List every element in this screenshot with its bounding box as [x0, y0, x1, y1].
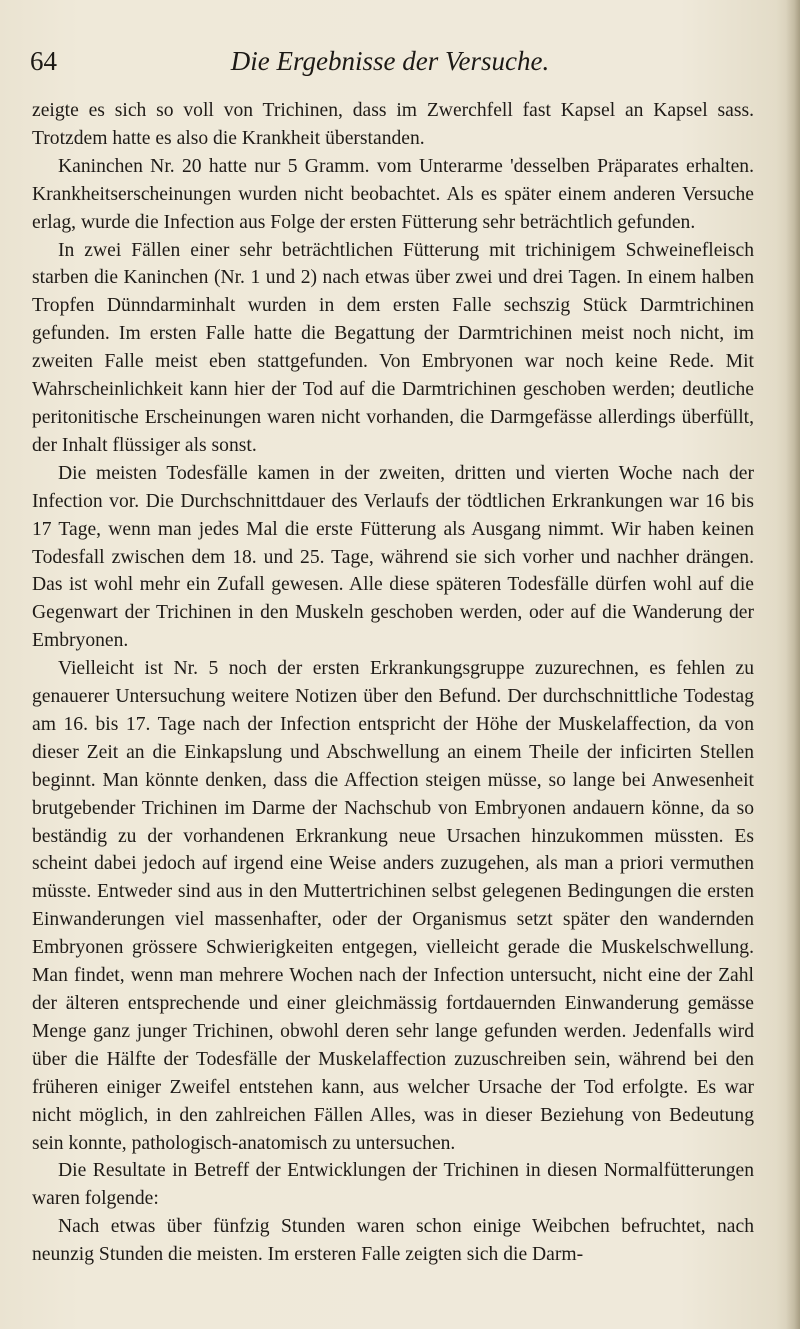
body-text — [32, 97, 754, 1269]
page-number: 64 — [30, 46, 57, 76]
page-header — [30, 44, 750, 84]
paragraph: Die meisten Todesfälle kamen in der zweiten, dritten und vierten Woche nach der Infection vor. Die Durchschnittdauer des Verlaufs der tödtlichen Erkrankungen war 16 bis 17 Tage, wenn man jedes Mal die erste Fütterung als Ausgang nimmt. Wir haben keinen Todesfall zwischen dem 18. und 25. Tage, während sie sich vorher und nachher drängen. Das ist wohl mehr ein Zufall gewesen. Alle diese späteren Todesfälle dürfen wohl auf die Gegenwart der Trichinen in den Muskeln geschoben werden, oder auf die Wanderung der Embryonen. — [32, 462, 754, 652]
page-edge-shadow — [786, 0, 800, 1329]
paragraph: zeigte es sich so voll von Trichinen, dass im Zwerchfell fast Kapsel an Kapsel sass. Trotzdem hatte es also die Krankheit überstanden. — [32, 100, 754, 149]
paragraph: Kaninchen Nr. 20 hatte nur 5 Gramm. vom Unterarme 'desselben Präparates erhalten. Krankheitserscheinungen wurden nicht beobachtet. Als es später einem anderen Versuche erlag, wurde die Infection aus Folge der ersten Fütterung sehr beträchtlich gefunden. — [32, 155, 754, 233]
paragraph: Die Resultate in Betreff der Entwicklungen der Trichinen in diesen Normalfütterungen waren folgende: — [32, 1160, 754, 1210]
paragraph: In zwei Fällen einer sehr beträchtlichen Fütterung mit trichinigem Schweinefleisch starben die Kaninchen (Nr. 1 und 2) nach etwas über zwei und drei Tagen. In einem halben Tropfen Dünndarminhalt wurden in dem ersten Falle sechszig Stück Darmtrichinen gefunden. Im ersten Falle hatte die Begattung der Darmtrichinen meist noch nicht, im zweiten Falle meist eben stattgefunden. Von Embryonen war noch keine Rede. Mit Wahrscheinlichkeit kann hier der Tod auf die Darmtrichinen geschoben werden; deutliche peritonitische Erscheinungen waren nicht vorhanden, die Darmgefässe allerdings überfüllt, der Inhalt flüssiger als sonst. — [32, 239, 754, 456]
paragraph: Nach etwas über fünfzig Stunden waren schon einige Weibchen befruchtet, nach neunzig Stunden die meisten. Im ersteren Falle zeigten sich die Darm- — [32, 1216, 754, 1266]
paragraph: Vielleicht ist Nr. 5 noch der ersten Erkrankungsgruppe zuzurechnen, es fehlen zu genauerer Untersuchung weitere Notizen über den Befund. Der durchschnittliche Todestag am 16. bis 17. Tage nach der Infection entspricht der Höhe der Muskelaffection, da von dieser Zeit an die Einkapslung und Abschwellung an einem Theile der inficirten Stellen beginnt. Man könnte denken, dass die Affection steigen müsse, so lange bei Anwesenheit brutgebender Trichinen im Darme der Nachschub von Embryonen andauern könne, da so beständig zu der vorhandenen Erkrankung neue Ursachen hinzukommen müssten. Es scheint dabei jedoch auf irgend eine Weise anders zuzugehen, als man a priori vermuthen müsste. Entweder sind aus in den Muttertrichinen selbst gelegenen Bedingungen die ersten Einwanderungen viel massenhafter, oder der Organismus setzt später den wandernden Embryonen grössere Schwierigkeiten entgegen, vielleicht gerade die Muskelschwellung. Man findet, wenn man mehrere Wochen nach der Infection untersucht, nicht eine der Zahl der älteren entsprechende und einer gleichmässig fortdauernden Einwanderung gemässe Menge ganz junger Trichinen, obwohl deren sehr lange gefunden werden. Jedenfalls wird über die Hälfte der Todesfälle der Muskelaffection zuzuschreiben sein, während bei den früheren einiger Zweifel entstehen kann, aus welcher Ursache der Tod erfolgte. Es war nicht möglich, in den zahlreichen Fällen Alles, was in dieser Beziehung von Bedeutung sein konnte, pathologisch-anatomisch zu untersuchen. — [32, 658, 754, 1154]
running-title: Die Ergebnisse der Versuche. — [230, 46, 550, 76]
